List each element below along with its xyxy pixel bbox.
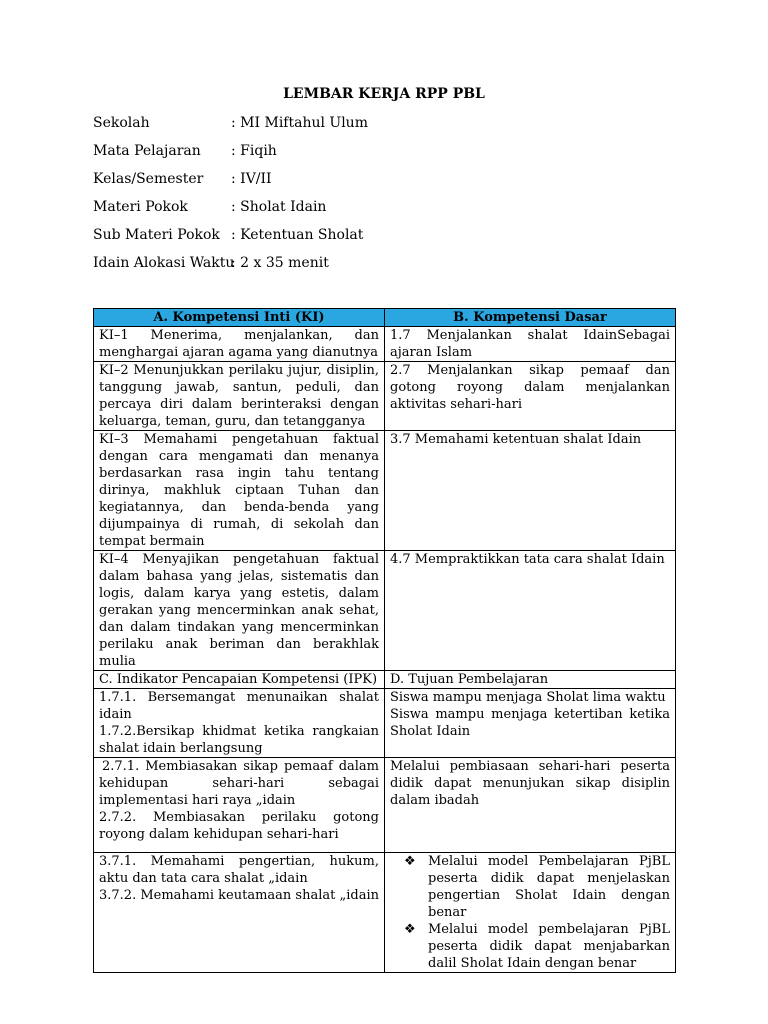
ipk-item: 2.7.2. Membiasakan perilaku gotong royong dalam kehidupan sehari-hari: [99, 810, 379, 842]
header-kompetensi-dasar: B. Kompetensi Dasar: [385, 309, 676, 327]
table-row: [94, 362, 676, 431]
tujuan-cell: [385, 853, 676, 973]
tujuan-item: Siswa mampu menjaga Sholat lima waktu: [390, 690, 666, 705]
ipk-cell: [94, 853, 385, 973]
table-subheader-row: [94, 671, 676, 689]
ki-cell: KI–2 Menunjukkan perilaku jujur, disiplin, tanggung jawab, santun, peduli, dan percaya diri dalam berinteraksi dengan keluarga, teman, guru, dan tetangganya: [94, 362, 385, 431]
ipk-cell: [94, 689, 385, 758]
tujuan-item: Siswa mampu menjaga ketertiban ketika Sholat Idain: [390, 707, 670, 739]
ki-cell: KI–1 Menerima, menjalankan, dan menghargai ajaran agama yang dianutnya: [94, 327, 385, 362]
list-item: [404, 853, 670, 921]
meta-label: Kelas/Semester: [93, 171, 204, 187]
diamond-bullet-icon: ❖: [404, 854, 416, 869]
meta-value: : Ketentuan Sholat: [231, 227, 364, 243]
meta-label: Mata Pelajaran: [93, 143, 201, 159]
meta-value: : IV/II: [231, 171, 272, 187]
tujuan-cell: [385, 758, 676, 853]
kd-cell: 2.7 Menjalankan sikap pemaaf dan gotong royong dalam menjalankan aktivitas sehari-hari: [385, 362, 676, 431]
rpp-table: [93, 308, 676, 973]
ipk-item: 2.7.1. Membiasakan sikap pemaaf dalam kehidupan sehari-hari sebagai implementasi hari raya „idain: [99, 759, 379, 808]
header-ipk: C. Indikator Pencapaian Kompetensi (IPK): [94, 671, 385, 689]
header-kompetensi-inti: A. Kompetensi Inti (KI): [94, 309, 385, 327]
table-row: [94, 431, 676, 551]
ipk-item: 1.7.2.Bersikap khidmat ketika rangkaian shalat idain berlangsung: [99, 724, 379, 756]
kd-cell: 3.7 Memahami ketentuan shalat Idain: [385, 431, 676, 551]
meta-label: Sub Materi Pokok: [93, 227, 220, 243]
table-row: [94, 689, 676, 758]
kd-cell: 1.7 Menjalankan shalat IdainSebagai ajaran Islam: [385, 327, 676, 362]
meta-label: Idain Alokasi Waktu: [93, 255, 235, 271]
table-row: [94, 853, 676, 973]
table-header-row: [94, 309, 676, 327]
meta-label: Sekolah: [93, 115, 150, 131]
ipk-cell: [94, 758, 385, 853]
header-tujuan: D. Tujuan Pembelajaran: [385, 671, 676, 689]
kd-cell: 4.7 Mempraktikkan tata cara shalat Idain: [385, 551, 676, 671]
tujuan-bullet-list: [390, 853, 670, 972]
list-item: [404, 921, 670, 972]
meta-label: Materi Pokok: [93, 199, 188, 215]
diamond-bullet-icon: ❖: [404, 922, 416, 937]
meta-value: : 2 x 35 menit: [231, 255, 329, 271]
document-title: LEMBAR KERJA RPP PBL: [283, 86, 485, 102]
table-row: [94, 327, 676, 362]
meta-value: : MI Miftahul Ulum: [231, 115, 368, 131]
table-row: [94, 758, 676, 853]
ki-cell: KI–3 Memahami pengetahuan faktual dengan cara mengamati dan menanya berdasarkan rasa ingin tahu tentang dirinya, makhluk ciptaan Tuhan dan kegiatannya, dan benda-benda yang dijumpainya di rumah, di sekolah dan tempat bermain: [94, 431, 385, 551]
ki-cell: KI–4 Menyajikan pengetahuan faktual dalam bahasa yang jelas, sistematis dan logis, dalam karya yang estetis, dalam gerakan yang mencerminkan anak sehat, dan dalam tindakan yang mencerminkan perilaku anak beriman dan berakhlak mulia: [94, 551, 385, 671]
table-row: [94, 551, 676, 671]
tujuan-item: Melalui model pembelajaran PjBL peserta didik dapat menjabarkan dalil Sholat Idain dengan benar: [428, 922, 670, 971]
meta-value: : Fiqih: [231, 143, 277, 159]
ipk-item: 3.7.1. Memahami pengertian, hukum, aktu dan tata cara shalat „idain: [99, 854, 379, 886]
tujuan-item: Melalui model Pembelajaran PjBL peserta didik dapat menjelaskan pengertian Sholat Idain dengan benar: [428, 854, 670, 920]
ipk-item: 1.7.1. Bersemangat menunaikan shalat idain: [99, 690, 379, 722]
tujuan-item: Melalui pembiasaan sehari-hari peserta didik dapat menunjukan sikap disiplin dalam ibadah: [390, 759, 670, 808]
meta-value: : Sholat Idain: [231, 199, 327, 215]
tujuan-cell: [385, 689, 676, 758]
ipk-item: 3.7.2. Memahami keutamaan shalat „idain: [99, 888, 379, 903]
